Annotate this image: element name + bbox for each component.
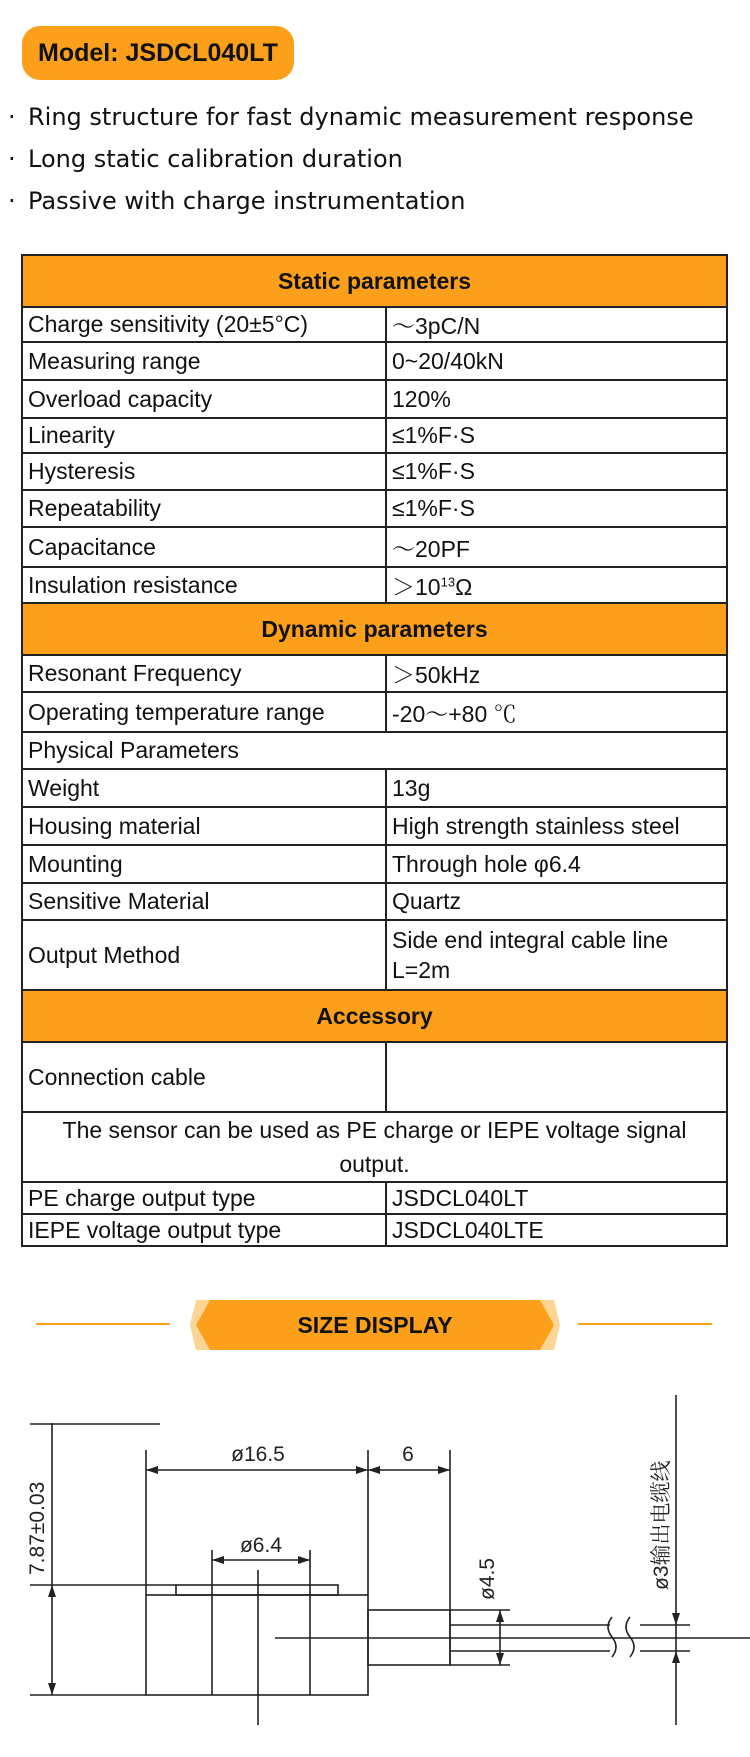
divider-left (36, 1323, 170, 1325)
feature-list (8, 96, 694, 222)
table-row (22, 307, 727, 342)
note-text: The sensor can be used as PE charge or IEPE voltage signal output. (22, 1112, 727, 1182)
accessory-header-row (22, 990, 727, 1042)
size-display-title: SIZE DISPLAY (297, 1311, 453, 1338)
side-length-label: 6 (402, 1443, 414, 1466)
feature-item (8, 96, 694, 138)
physical-header: Physical Parameters (22, 732, 727, 769)
param-name: Linearity (22, 418, 386, 453)
param-name: Overload capacity (22, 380, 386, 418)
feature-text: Passive with charge instrumentation (28, 187, 466, 215)
table-row (22, 453, 727, 490)
param-name: IEPE voltage output type (22, 1214, 386, 1246)
insulation-prefix: ＞10 (392, 573, 441, 600)
bullet-dot: · (8, 187, 16, 215)
insulation-exponent: 13 (440, 573, 456, 589)
table-row (22, 769, 727, 807)
cable-body-diameter-label: ø4.5 (476, 1557, 499, 1600)
feature-item (8, 180, 694, 222)
cable-label: ø3输出电缆线 (650, 1460, 673, 1590)
table-row (22, 418, 727, 453)
model-label: Model: JSDCL040LT (38, 38, 278, 67)
param-name: Hysteresis (22, 453, 386, 490)
feature-item (8, 138, 694, 180)
param-name: Output Method (22, 920, 386, 990)
param-name: Operating temperature range (22, 692, 386, 732)
table-row (22, 807, 727, 845)
param-value: Side end integral cable line L=2m (386, 920, 727, 990)
param-value: JSDCL040LTE (386, 1214, 727, 1246)
param-value: ～3pC/N (386, 307, 727, 342)
table-row (22, 920, 727, 990)
param-value: Through hole φ6.4 (386, 845, 727, 883)
static-header: Static parameters (22, 255, 727, 307)
dynamic-header-row (22, 603, 727, 655)
param-value: 120% (386, 380, 727, 418)
bullet-dot: · (8, 103, 16, 131)
param-name: Sensitive Material (22, 883, 386, 920)
feature-text: Long static calibration duration (28, 145, 403, 173)
param-value: ≤1%F·S (386, 453, 727, 490)
param-value: ＞50kHz (386, 655, 727, 692)
param-name: Weight (22, 769, 386, 807)
dimension-drawing (0, 1395, 750, 1753)
param-name: Resonant Frequency (22, 655, 386, 692)
height-label: 7.87±0.03 (26, 1481, 49, 1575)
param-value (386, 567, 727, 603)
table-row (22, 342, 727, 380)
table-row (22, 692, 727, 732)
param-value: High strength stainless steel (386, 807, 727, 845)
drawing-svg (0, 1395, 750, 1753)
param-name: Housing material (22, 807, 386, 845)
table-row (22, 732, 727, 769)
table-row (22, 490, 727, 527)
table-row (22, 567, 727, 603)
param-value: Quartz (386, 883, 727, 920)
param-name: Charge sensitivity (20±5°C) (22, 307, 386, 342)
divider-right (578, 1323, 712, 1325)
table-row (22, 1042, 727, 1112)
bullet-dot: · (8, 145, 16, 173)
table-row (22, 380, 727, 418)
accessory-header: Accessory (22, 990, 727, 1042)
static-header-row (22, 255, 727, 307)
param-value: ～20PF (386, 527, 727, 567)
param-value: 13g (386, 769, 727, 807)
spec-table (21, 254, 728, 1247)
param-name: Insulation resistance (22, 567, 386, 603)
param-value: ≤1%F·S (386, 418, 727, 453)
table-row (22, 527, 727, 567)
table-row (22, 1214, 727, 1246)
param-value: 0~20/40kN (386, 342, 727, 380)
inner-diameter-label: ø6.4 (239, 1534, 283, 1557)
param-name: Measuring range (22, 342, 386, 380)
insulation-unit: Ω (455, 573, 473, 600)
param-value (386, 1042, 727, 1112)
table-row (22, 845, 727, 883)
table-row (22, 655, 727, 692)
param-name: Repeatability (22, 490, 386, 527)
param-name: PE charge output type (22, 1182, 386, 1214)
size-display-banner (190, 1300, 560, 1350)
param-name: Mounting (22, 845, 386, 883)
table-row (22, 883, 727, 920)
param-name: Capacitance (22, 527, 386, 567)
sensor-top-plate (176, 1585, 338, 1595)
param-value: JSDCL040LT (386, 1182, 727, 1214)
param-value: ≤1%F·S (386, 490, 727, 527)
table-row (22, 1112, 727, 1182)
feature-text: Ring structure for fast dynamic measurement response (28, 103, 694, 131)
param-value: -20～+80 ℃ (386, 692, 727, 732)
sensor-body (146, 1595, 368, 1695)
model-badge (22, 26, 294, 80)
table-row (22, 1182, 727, 1214)
outer-diameter-label: ø16.5 (231, 1443, 285, 1466)
dynamic-header: Dynamic parameters (22, 603, 727, 655)
param-name: Connection cable (22, 1042, 386, 1112)
